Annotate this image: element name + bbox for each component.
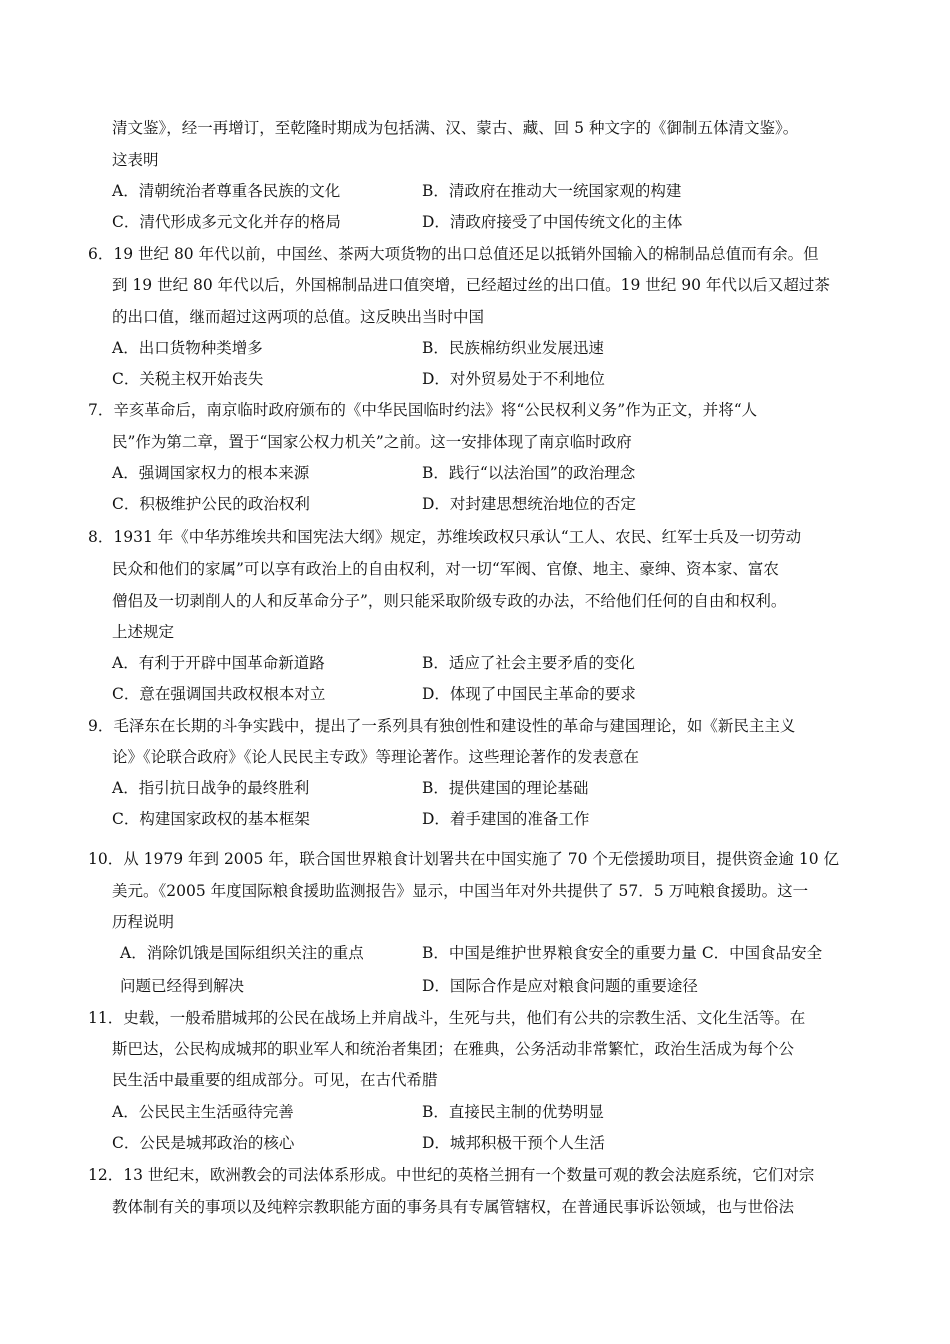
q7-option-a: A．强调国家权力的根本来源: [112, 464, 310, 482]
q12-stem-line-2: 教体制有关的事项以及纯粹宗教职能方面的事务具有专属管辖权，在普通民事诉讼领域，也与世俗法: [112, 1198, 795, 1216]
q6-stem-line-1: 6．19 世纪 80 年代以前，中国丝、茶两大项货物的出口总值还足以抵销外国输入的棉制品总值而有余。但: [88, 245, 819, 263]
q9-stem-line-1: 9．毛泽东在长期的斗争实践中，提出了一系列具有独创性和建设性的革命与建国理论，如《新民主主义: [88, 717, 796, 735]
q9-option-c: C．构建国家政权的基本框架: [112, 810, 310, 828]
q7-stem-line-1: 7．辛亥革命后，南京临时政府颁布的《中华民国临时约法》将“公民权利义务”作为正文，并将“人: [88, 401, 758, 419]
q8-option-c: C．意在强调国共政权根本对立: [112, 685, 326, 703]
q6-option-a: A．出口货物种类增多: [112, 339, 263, 357]
q8-option-a: A．有利于开辟中国革命新道路: [112, 654, 325, 672]
q11-stem-line-3: 民生活中最重要的组成部分。可见，在古代希腊: [112, 1071, 438, 1089]
q12-stem-line-1: 12．13 世纪末，欧洲教会的司法体系形成。中世纪的英格兰拥有一个数量可观的教会法庭系统，它们对宗: [88, 1166, 815, 1184]
q11-stem-line-1: 11．史载，一般希腊城邦的公民在战场上并肩战斗，生死与共，他们有公共的宗教生活、文化生活等。在: [88, 1009, 806, 1027]
q10-option-a: A．消除饥饿是国际组织关注的重点: [120, 944, 364, 962]
q10-stem-line-2: 美元。《2005 年度国际粮食援助监测报告》显示，中国当年对外共提供了 57．5 万吨粮食援助。这一: [112, 882, 809, 900]
q10-stem-line-1: 10．从 1979 年到 2005 年，联合国世界粮食计划署共在中国实施了 70 个无偿援助项目，提供资金逾 10 亿: [88, 850, 839, 868]
q7-stem-line-2: 民”作为第二章，置于“国家公权力机关”之前。这一安排体现了南京临时政府: [112, 433, 632, 451]
q5-option-c: C．清代形成多元文化并存的格局: [112, 213, 341, 231]
q11-option-c: C．公民是城邦政治的核心: [112, 1134, 295, 1152]
q7-option-d: D．对封建思想统治地位的否定: [422, 495, 636, 513]
q9-stem-line-2: 论》《论联合政府》《论人民民主专政》等理论著作。这些理论著作的发表意在: [112, 748, 640, 766]
q5-option-d: D．清政府接受了中国传统文化的主体: [422, 213, 683, 231]
q7-option-b: B．践行“以法治国”的政治理念: [422, 464, 636, 482]
q6-option-c: C．关税主权开始丧失: [112, 370, 264, 388]
q6-stem-line-2: 到 19 世纪 80 年代以后，外国棉制品进口值突增，已经超过丝的出口值。19 世纪 90 年代以后又超过茶: [112, 276, 830, 294]
q6-stem-line-3: 的出口值，继而超过这两项的总值。这反映出当时中国: [112, 308, 485, 326]
q11-stem-line-2: 斯巴达，公民构成城邦的职业军人和统治者集团；在雅典，公务活动非常繁忙，政治生活成为每个公: [112, 1040, 795, 1058]
q10-option-b-c: B．中国是维护世界粮食安全的重要力量 C．中国食品安全: [422, 944, 823, 962]
q8-option-b: B．适应了社会主要矛盾的变化: [422, 654, 635, 672]
q9-option-a: A．指引抗日战争的最终胜利: [112, 779, 310, 797]
q11-option-a: A．公民民主生活亟待完善: [112, 1103, 294, 1121]
q10-stem-line-3: 历程说明: [112, 913, 175, 931]
q8-stem-line-2: 民众和他们的家属”可以享有政治上的自由权利，对一切“军阀、官僚、地主、豪绅、资本家、富农: [112, 560, 779, 578]
q5-stem-line-1: 清文鉴》，经一再增订，至乾隆时期成为包括满、汉、蒙古、藏、回 5 种文字的《御制五体清文鉴》。: [112, 119, 799, 137]
q8-option-d: D．体现了中国民主革命的要求: [422, 685, 636, 703]
q7-option-c: C．积极维护公民的政治权利: [112, 495, 310, 513]
q8-stem-line-4: 上述规定: [112, 623, 175, 641]
q5-option-b: B．清政府在推动大一统国家观的构建: [422, 182, 682, 200]
q10-option-c-cont: 问题已经得到解决: [120, 977, 245, 995]
q11-option-b: B．直接民主制的优势明显: [422, 1103, 604, 1121]
q5-option-a: A．清朝统治者尊重各民族的文化: [112, 182, 341, 200]
q9-option-b: B．提供建国的理论基础: [422, 779, 589, 797]
q11-option-d: D．城邦积极干预个人生活: [422, 1134, 605, 1152]
q8-stem-line-3: 僧侣及一切剥削人的人和反革命分子”，则只能采取阶级专政的办法，不给他们任何的自由和权利。: [112, 592, 787, 610]
q6-option-d: D．对外贸易处于不利地位: [422, 370, 605, 388]
q6-option-b: B．民族棉纺织业发展迅速: [422, 339, 604, 357]
q9-option-d: D．着手建国的准备工作: [422, 810, 590, 828]
q8-stem-line-1: 8．1931 年《中华苏维埃共和国宪法大纲》规定，苏维埃政权只承认“工人、农民、红军士兵及一切劳动: [88, 528, 802, 546]
q5-stem-line-2: 这表明: [112, 151, 159, 169]
q10-option-d: D．国际合作是应对粮食问题的重要途径: [422, 977, 698, 995]
